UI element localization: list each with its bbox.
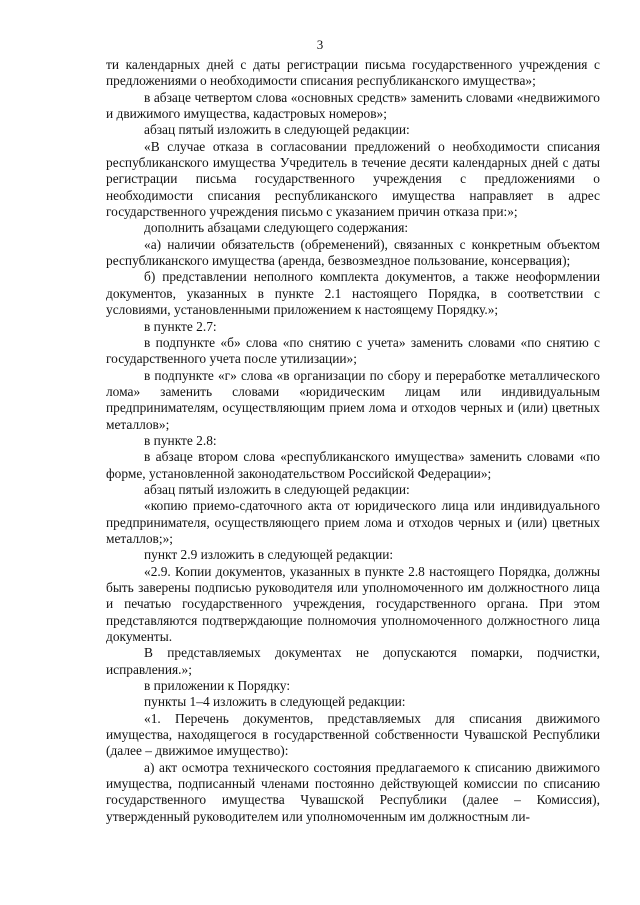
paragraph: в приложении к Порядку: <box>144 678 291 694</box>
paragraph: в пункте 2.8: <box>144 432 217 448</box>
paragraph: абзац пятый изложить в следующей редакции: <box>144 122 410 138</box>
paragraph: б) представлении неполного комплекта документов, а также неоформлении документов, указанных в пункте 2.1 настоящего Порядка, в соответствии с условиями, установленными приложением к настоящему Порядку.»; <box>106 269 600 318</box>
paragraph: в подпункте «г» слова «в организации по сбору и переработке металлического лома» заменить словами «юридическим лицам или индивидуальным предпринимателям, осуществляющим прием лома и отходов черных и (или) цветных металлов»; <box>106 367 600 432</box>
document-body <box>106 57 600 825</box>
paragraph: «1. Перечень документов, представляемых для списания движимого имущества, находящегося в государственной собственности Чувашской Республики (далее – движимое имущество): <box>106 710 600 759</box>
paragraph: в пункте 2.7: <box>144 318 217 334</box>
paragraph: дополнить абзацами следующего содержания: <box>144 220 409 236</box>
paragraph: «а) наличии обязательств (обременений), связанных с конкретным объектом республиканского имущества (аренда, безвозмездное пользование, консервация); <box>106 236 600 269</box>
paragraph: В представляемых документах не допускаются помарки, подчистки, исправления.»; <box>106 645 600 677</box>
paragraph: «В случае отказа в согласовании предложений о необходимости списания республиканского имущества Учредитель в течение десяти календарных дней с даты регистрации письма государственного учреждения с предложениями о необходимости списания республиканского имущества направляет в адрес государственного учреждения письмо с указанием причин отказа при:»; <box>106 138 600 220</box>
paragraph: а) акт осмотра технического состояния предлагаемого к списанию движимого имущества, подписанный членами постоянно действующей комиссии по списанию государственного имущества Чувашской Республики (далее – Комиссия), утвержденный руководителем или уполномоченным им должностным ли- <box>106 759 600 824</box>
paragraph: абзац пятый изложить в следующей редакции: <box>144 481 410 497</box>
paragraph: пункты 1–4 изложить в следующей редакции: <box>144 694 406 710</box>
paragraph: ти календарных дней с даты регистрации письма государственного учреждения с предложениями о необходимости списания республиканского имущества»; <box>106 57 600 89</box>
paragraph: «2.9. Копии документов, указанных в пункте 2.8 настоящего Порядка, должны быть заверены подписью руководителя или уполномоченного им должностного лица и печатью государственного учреждения, государственного органа. При этом представляются подтверждающие полномочия уполномоченного должностного лица документы. <box>106 563 600 645</box>
page-number: 3 <box>316 37 324 52</box>
paragraph: «копию приемо-сдаточного акта от юридического лица или индивидуального предпринимателя, осуществляющего прием лома и отходов черных и (или) цветных металлов;»; <box>106 498 600 546</box>
paragraph: пункт 2.9 изложить в следующей редакции: <box>144 547 394 563</box>
paragraph: в абзаце втором слова «республиканского имущества» заменить словами «по форме, установленной законодательством Российской Федерации»; <box>106 449 600 481</box>
paragraph: в абзаце четвертом слова «основных средств» заменить словами «недвижимого и движимого имущества, кадастровых номеров»; <box>106 89 600 122</box>
paragraph: в подпункте «б» слова «по снятию с учета» заменить словами «по снятию с государственного учета после утилизации»; <box>106 334 600 367</box>
